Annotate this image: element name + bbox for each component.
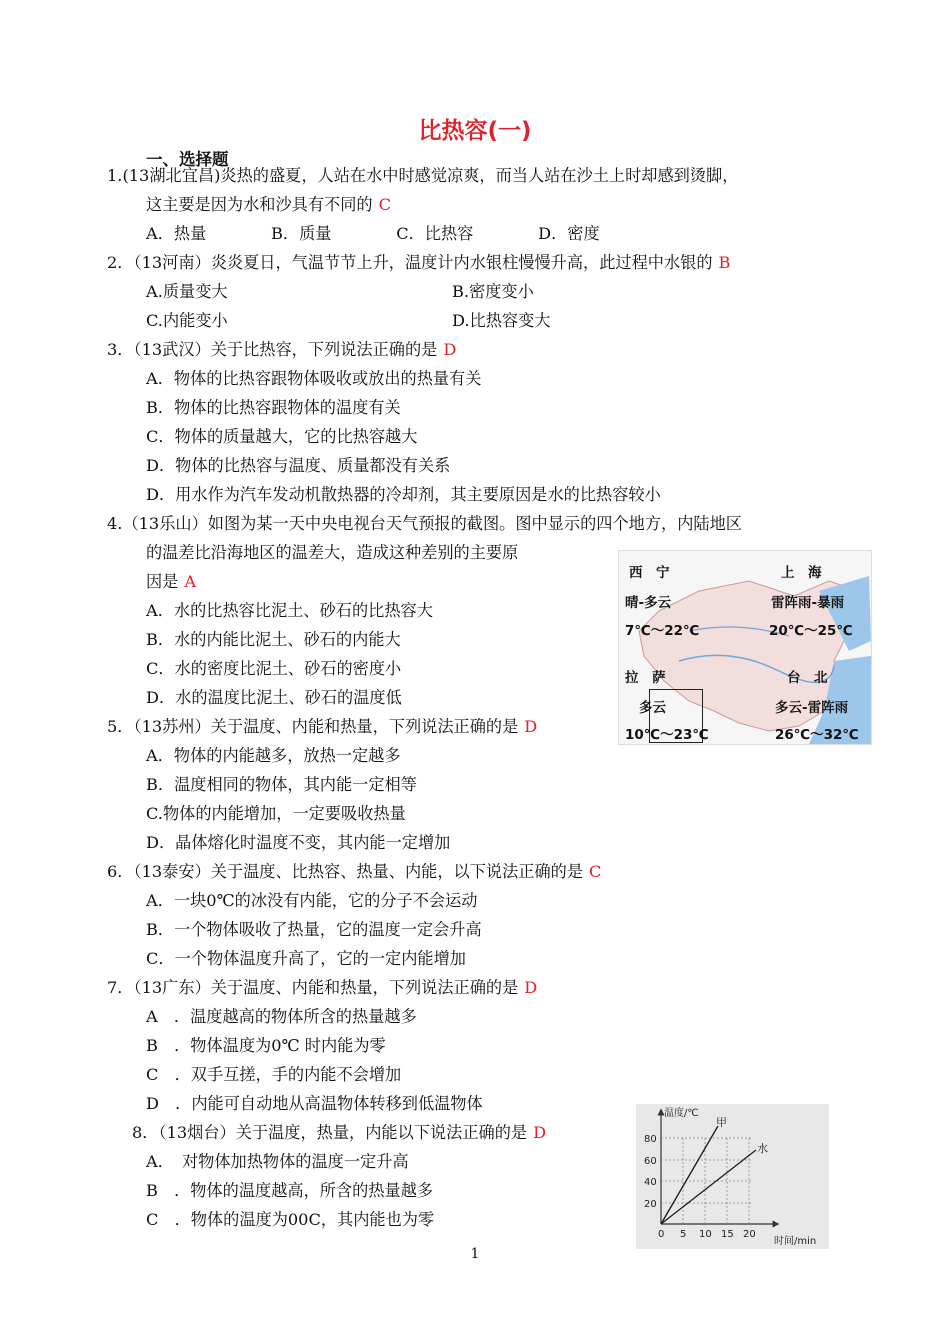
question-line bbox=[107, 716, 537, 738]
answer-letter: C bbox=[589, 862, 602, 881]
question-text: 因是 bbox=[146, 572, 179, 591]
question-line bbox=[146, 774, 417, 796]
question-line bbox=[146, 745, 401, 767]
question-line bbox=[146, 1209, 434, 1231]
question-line bbox=[146, 1035, 386, 1057]
question-line bbox=[146, 803, 406, 825]
question-text: A.质量变大 bbox=[146, 282, 228, 301]
temperature-time-graph bbox=[636, 1104, 829, 1249]
question-line bbox=[146, 397, 401, 419]
question-text: A． 对物体加热物体的温度一定升高 bbox=[146, 1152, 409, 1171]
question-text: A．物体的比热容跟物体吸收或放出的热量有关 bbox=[146, 369, 482, 388]
question-text: 6．（13泰安）关于温度、比热容、热量、内能，以下说法正确的是 bbox=[107, 862, 584, 881]
question-line bbox=[146, 194, 391, 216]
question-line bbox=[107, 861, 601, 883]
question-line bbox=[146, 1180, 433, 1202]
question-line bbox=[146, 890, 477, 912]
question-text: D．物体的比热容与温度、质量都没有关系 bbox=[146, 456, 451, 475]
question-line bbox=[146, 426, 417, 448]
question-line bbox=[146, 223, 600, 245]
ytick-60: 60 bbox=[644, 1156, 657, 1167]
question-text: C.内能变小 bbox=[146, 311, 228, 330]
graph-drawing bbox=[636, 1104, 829, 1249]
lasa-weather: 多云 bbox=[639, 700, 666, 716]
xtick-0: 0 bbox=[658, 1229, 665, 1240]
xtick-5: 5 bbox=[680, 1229, 687, 1240]
question-text: B．一个物体吸收了热量，它的温度一定会升高 bbox=[146, 920, 482, 939]
question-line bbox=[146, 310, 228, 332]
question-text: B.密度变小 bbox=[452, 282, 534, 301]
question-text: B．水的内能比泥土、砂石的内能大 bbox=[146, 630, 401, 649]
question-line bbox=[146, 687, 402, 709]
question-text: D．用水作为汽车发动机散热器的冷却剂，其主要原因是水的比热容较小 bbox=[146, 485, 661, 504]
xining-weather: 晴-多云 bbox=[625, 595, 672, 611]
ytick-80: 80 bbox=[644, 1134, 657, 1145]
section-heading: 一、选择题 bbox=[146, 150, 229, 169]
answer-letter: D bbox=[533, 1123, 547, 1142]
xining-label: 西 宁 bbox=[629, 565, 670, 581]
question-text: 7．（13广东）关于温度、内能和热量，下列说法正确的是 bbox=[107, 978, 519, 997]
question-line bbox=[107, 339, 456, 361]
page-number: 1 bbox=[470, 1246, 480, 1262]
xining-temp: 7℃～22℃ bbox=[625, 623, 700, 639]
question-text: C.物体的内能增加，一定要吸收热量 bbox=[146, 804, 406, 823]
question-text: 3．（13武汉）关于比热容，下列说法正确的是 bbox=[107, 340, 438, 359]
question-text: A．热量 B．质量 C．比热容 D．密度 bbox=[146, 224, 600, 243]
question-line bbox=[146, 571, 196, 593]
question-text: D ．内能可自动地从高温物体转移到低温物体 bbox=[146, 1094, 483, 1113]
weather-map-figure bbox=[618, 550, 872, 745]
shanghai-temp: 20℃～25℃ bbox=[769, 623, 853, 639]
ytick-20: 20 bbox=[644, 1199, 657, 1210]
xtick-20: 20 bbox=[743, 1229, 756, 1240]
question-line bbox=[107, 252, 730, 274]
question-line bbox=[146, 484, 661, 506]
graph-xlabel: 时间/min bbox=[774, 1236, 817, 1247]
answer-letter: A bbox=[184, 572, 197, 591]
question-line bbox=[146, 1093, 483, 1115]
ytick-40: 40 bbox=[644, 1177, 657, 1188]
xtick-10: 10 bbox=[699, 1229, 712, 1240]
question-line bbox=[107, 513, 742, 535]
question-text: A．物体的内能越多，放热一定越多 bbox=[146, 746, 401, 765]
taibei-weather: 多云-雷阵雨 bbox=[775, 700, 849, 716]
question-text: B．物体的比热容跟物体的温度有关 bbox=[146, 398, 401, 417]
question-line bbox=[146, 832, 450, 854]
question-text: 8．（13烟台）关于温度，热量，内能以下说法正确的是 bbox=[132, 1123, 528, 1142]
question-text: D．晶体熔化时温度不变，其内能一定增加 bbox=[146, 833, 451, 852]
question-text: 1.(13湖北宜昌)炎热的盛夏，人站在水中时感觉凉爽，而当人站在沙土上时却感到烫脚， bbox=[107, 166, 739, 185]
question-line bbox=[146, 1064, 401, 1086]
question-text: B．温度相同的物体，其内能一定相等 bbox=[146, 775, 417, 794]
question-text: A．一块0℃的冰没有内能，它的分子不会运动 bbox=[146, 891, 478, 910]
question-line bbox=[146, 600, 433, 622]
taibei-label: 台 北 bbox=[787, 670, 828, 686]
series-a-label: 甲 bbox=[716, 1116, 727, 1129]
xtick-15: 15 bbox=[721, 1229, 734, 1240]
question-line bbox=[452, 281, 534, 303]
question-line bbox=[146, 281, 228, 303]
question-text: 2．（13河南）炎炎夏日，气温节节上升，温度计内水银柱慢慢升高，此过程中水银的 bbox=[107, 253, 713, 272]
answer-letter: B bbox=[718, 253, 731, 272]
question-line bbox=[107, 977, 537, 999]
question-text: C．水的密度比泥土、砂石的密度小 bbox=[146, 659, 402, 678]
question-line bbox=[146, 368, 481, 390]
question-line bbox=[132, 1122, 546, 1144]
lasa-label: 拉 萨 bbox=[625, 670, 666, 686]
question-text: 的温差比沿海地区的温差大，造成这种差别的主要原 bbox=[146, 543, 519, 562]
question-text: D.比热容变大 bbox=[452, 311, 551, 330]
question-text: 5．（13苏州）关于温度、内能和热量，下列说法正确的是 bbox=[107, 717, 519, 736]
graph-ylabel: 温度/℃ bbox=[664, 1108, 699, 1119]
question-line bbox=[146, 919, 482, 941]
answer-letter: C bbox=[378, 195, 392, 214]
question-line bbox=[146, 629, 401, 651]
question-line bbox=[146, 542, 518, 564]
question-line bbox=[146, 1151, 409, 1173]
question-line bbox=[107, 165, 738, 187]
page-title: 比热容(一) bbox=[418, 118, 532, 144]
question-text: C．物体的质量越大，它的比热容越大 bbox=[146, 427, 418, 446]
question-text: B ．物体温度为0℃ 时内能为零 bbox=[146, 1036, 386, 1055]
question-text: A ．温度越高的物体所含的热量越多 bbox=[146, 1007, 417, 1026]
taibei-temp: 26℃～32℃ bbox=[775, 727, 859, 743]
answer-letter: D bbox=[524, 717, 538, 736]
lasa-temp: 10℃～23℃ bbox=[625, 727, 709, 743]
answer-letter: D bbox=[524, 978, 538, 997]
question-line bbox=[146, 455, 450, 477]
question-text: 这主要是因为水和沙具有不同的 bbox=[146, 195, 373, 214]
question-text: C ．物体的温度为00C，其内能也为零 bbox=[146, 1210, 435, 1229]
shanghai-weather: 雷阵雨-暴雨 bbox=[771, 595, 845, 611]
question-text: D．水的温度比泥土、砂石的温度低 bbox=[146, 688, 402, 707]
question-text: C ．双手互搓，手的内能不会增加 bbox=[146, 1065, 402, 1084]
shanghai-label: 上 海 bbox=[781, 565, 822, 581]
series-b-label: 水 bbox=[757, 1142, 768, 1155]
question-text: 4.（13乐山）如图为某一天中央电视台天气预报的截图。图中显示的四个地方，内陆地区 bbox=[107, 514, 742, 533]
question-text: A．水的比热容比泥土、砂石的比热容大 bbox=[146, 601, 433, 620]
question-line bbox=[146, 658, 401, 680]
question-line bbox=[452, 310, 550, 332]
question-line bbox=[146, 1006, 417, 1028]
question-text: C．一个物体温度升高了，它的一定内能增加 bbox=[146, 949, 466, 968]
question-line bbox=[146, 948, 466, 970]
question-text: B ．物体的温度越高，所含的热量越多 bbox=[146, 1181, 434, 1200]
answer-letter: D bbox=[443, 340, 457, 359]
